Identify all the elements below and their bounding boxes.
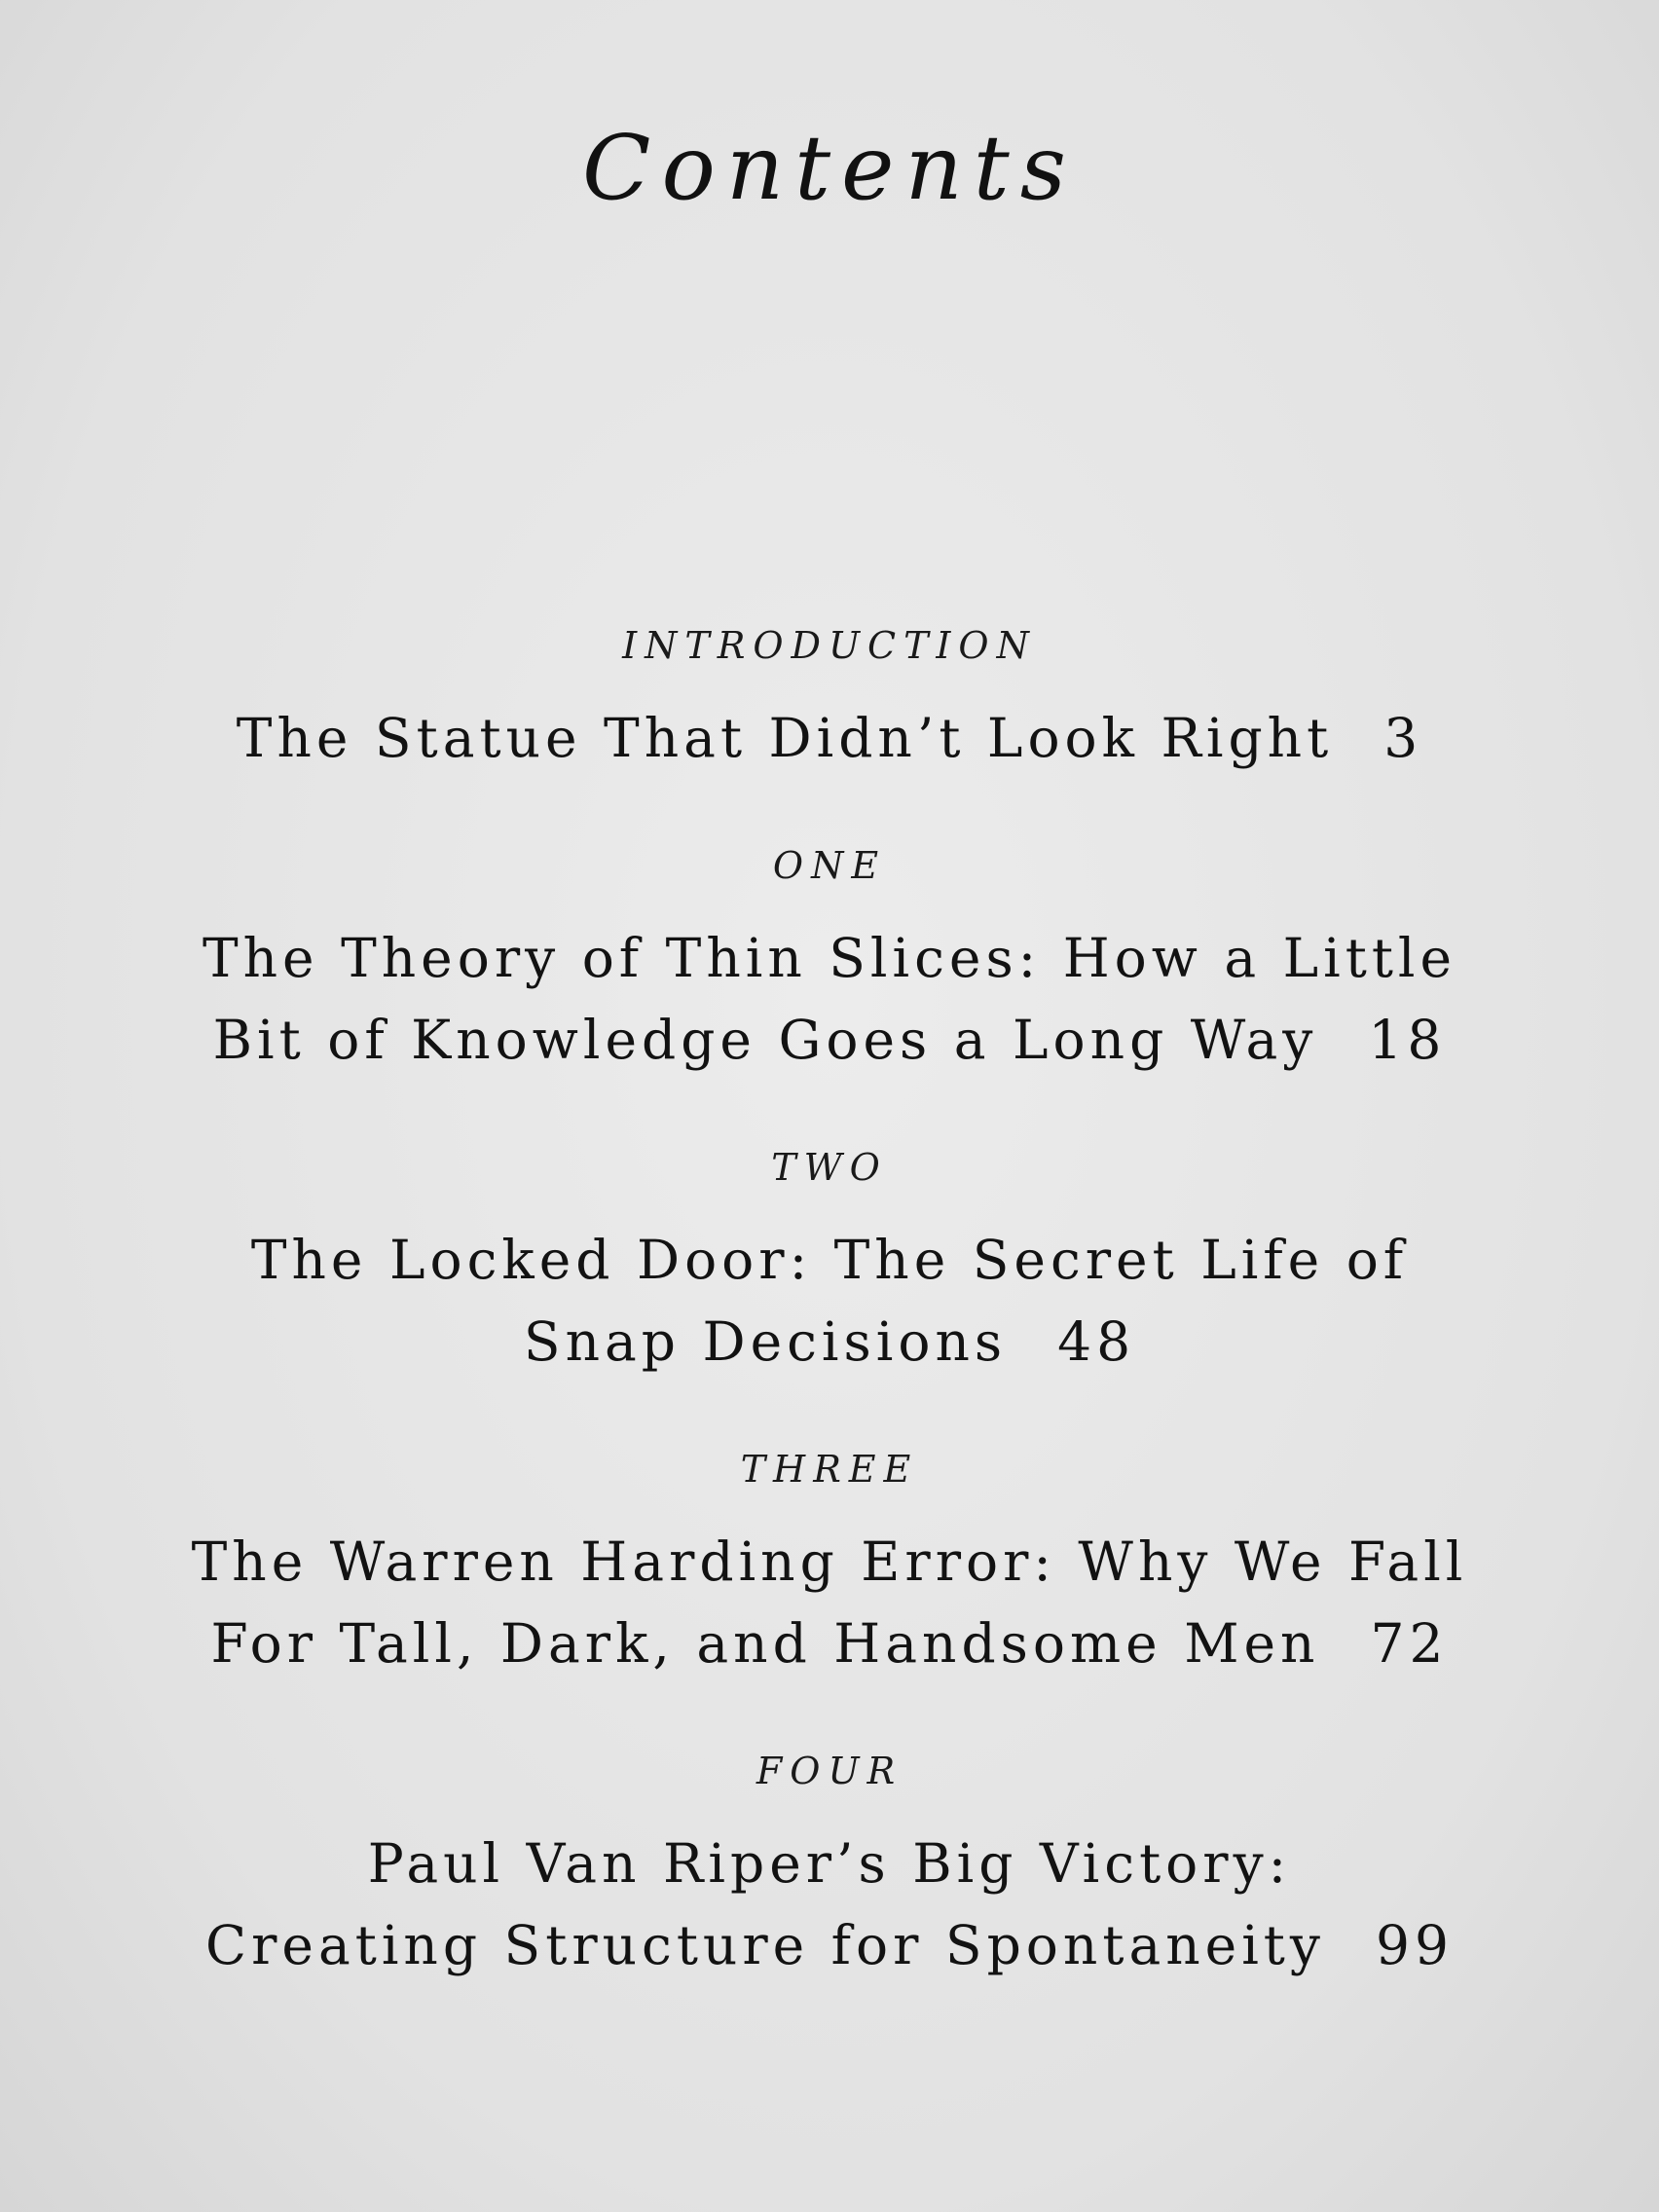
chapter-label: TWO <box>771 1146 888 1189</box>
toc-entry-introduction <box>0 623 1659 779</box>
chapter-label: ONE <box>772 844 887 887</box>
chapter-title-line: The Locked Door: The Secret Life of <box>250 1229 1409 1291</box>
toc-entry-four <box>0 1749 1659 1986</box>
toc-entry-three <box>0 1447 1659 1684</box>
chapter-title-line: Snap Decisions 48 <box>0 1301 1659 1382</box>
toc-entry-one <box>0 843 1659 1081</box>
chapter-title-line: For Tall, Dark, and Handsome Men 72 <box>0 1603 1659 1684</box>
table-of-contents <box>0 623 1659 2050</box>
page-number: 72 <box>1370 1612 1449 1675</box>
chapter-title-line: Creating Structure for Spontaneity 99 <box>0 1904 1659 1986</box>
page-number: 99 <box>1375 1914 1454 1976</box>
page-title: Contents <box>582 116 1077 220</box>
chapter-title-line: The Warren Harding Error: Why We Fall <box>191 1530 1468 1593</box>
page-number: 18 <box>1368 1009 1447 1071</box>
chapter-title <box>0 1521 1659 1684</box>
page-number: 3 <box>1383 707 1423 769</box>
chapter-title <box>0 697 1659 779</box>
chapter-label: FOUR <box>756 1750 903 1792</box>
chapter-title-line: The Statue That Didn’t Look Right 3 <box>0 697 1659 779</box>
chapter-title <box>0 917 1659 1081</box>
page-number: 48 <box>1057 1310 1136 1373</box>
chapter-title <box>0 1823 1659 1986</box>
chapter-label: INTRODUCTION <box>622 624 1037 667</box>
toc-entry-two <box>0 1145 1659 1382</box>
chapter-title-line: The Theory of Thin Slices: How a Little <box>202 927 1457 989</box>
chapter-title-line: Bit of Knowledge Goes a Long Way 18 <box>0 999 1659 1081</box>
chapter-title-line: Paul Van Riper’s Big Victory: <box>367 1832 1292 1895</box>
chapter-label: THREE <box>740 1448 919 1491</box>
chapter-title <box>0 1219 1659 1382</box>
